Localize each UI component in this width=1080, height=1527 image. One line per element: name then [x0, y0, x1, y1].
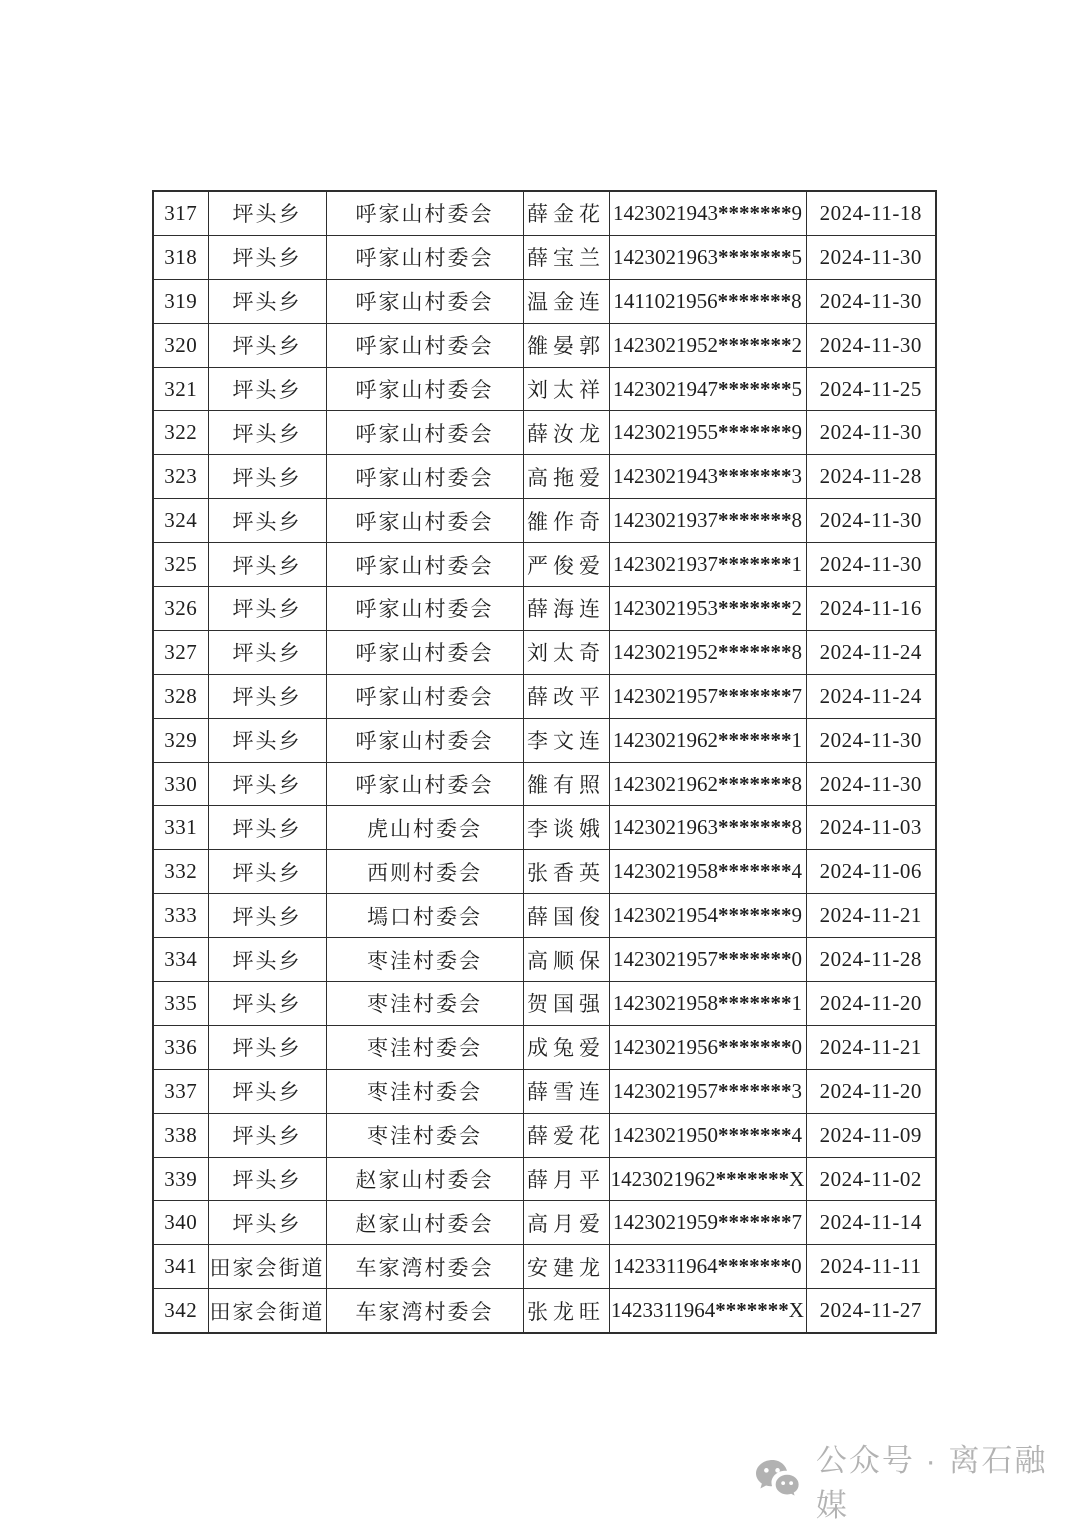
cell-date: 2024-11-30 [806, 499, 936, 543]
cell-serial: 320 [153, 323, 208, 367]
cell-village: 虎山村委会 [326, 806, 523, 850]
cell-name: 温金连 [523, 279, 609, 323]
id-mask: ******* [718, 947, 792, 972]
id-suffix: 5 [791, 376, 802, 401]
cell-serial: 339 [153, 1157, 208, 1201]
id-mask: ******* [718, 859, 792, 884]
cell-id [609, 850, 806, 894]
cell-name: 薛国俊 [523, 894, 609, 938]
cell-id [609, 1289, 806, 1333]
id-prefix: 1423021963 [613, 815, 718, 840]
cell-township: 坪头乡 [208, 411, 326, 455]
cell-village: 呼家山村委会 [326, 367, 523, 411]
id-mask: ******* [718, 552, 792, 577]
cell-id [609, 674, 806, 718]
cell-township: 坪头乡 [208, 1201, 326, 1245]
id-suffix: 1 [791, 727, 802, 752]
id-suffix: 1 [791, 552, 802, 577]
cell-township: 坪头乡 [208, 894, 326, 938]
watermark [754, 1443, 1080, 1523]
id-suffix: 7 [791, 1210, 802, 1235]
cell-date: 2024-11-02 [806, 1157, 936, 1201]
cell-date: 2024-11-24 [806, 630, 936, 674]
cell-township: 坪头乡 [208, 323, 326, 367]
cell-date: 2024-11-30 [806, 323, 936, 367]
id-suffix: 8 [791, 288, 802, 313]
cell-serial: 317 [153, 191, 208, 235]
id-prefix: 1423021962 [610, 1166, 716, 1191]
id-prefix: 1423311964 [613, 1254, 718, 1279]
cell-name: 薛雪连 [523, 1069, 609, 1113]
cell-id [609, 1201, 806, 1245]
table-row [153, 1157, 936, 1201]
cell-village: 呼家山村委会 [326, 543, 523, 587]
id-mask: ******* [715, 1166, 790, 1191]
table-row [153, 323, 936, 367]
cell-serial: 328 [153, 674, 208, 718]
id-mask: ******* [718, 244, 792, 269]
cell-name: 张香英 [523, 850, 609, 894]
id-suffix: 9 [791, 903, 802, 928]
id-prefix: 1423021959 [613, 1210, 718, 1235]
cell-id [609, 323, 806, 367]
cell-township: 坪头乡 [208, 367, 326, 411]
cell-serial: 341 [153, 1245, 208, 1289]
cell-township: 坪头乡 [208, 630, 326, 674]
cell-id [609, 894, 806, 938]
cell-name: 雒有照 [523, 762, 609, 806]
cell-township: 坪头乡 [208, 455, 326, 499]
id-suffix: 0 [791, 1034, 802, 1059]
cell-id [609, 543, 806, 587]
cell-name: 薛金花 [523, 191, 609, 235]
id-mask: ******* [718, 508, 792, 533]
cell-serial: 322 [153, 411, 208, 455]
id-prefix: 1423021943 [613, 464, 718, 489]
cell-township: 坪头乡 [208, 1113, 326, 1157]
id-mask: ******* [718, 1034, 792, 1059]
id-prefix: 1423021937 [613, 552, 718, 577]
id-mask: ******* [718, 464, 792, 489]
cell-serial: 337 [153, 1069, 208, 1113]
cell-name: 薛宝兰 [523, 235, 609, 279]
id-suffix: 2 [791, 595, 802, 620]
id-mask: ******* [718, 639, 792, 664]
id-mask: ******* [715, 1298, 789, 1323]
cell-date: 2024-11-30 [806, 411, 936, 455]
cell-village: 呼家山村委会 [326, 411, 523, 455]
cell-name: 高拖爱 [523, 455, 609, 499]
cell-township: 坪头乡 [208, 235, 326, 279]
id-prefix: 1423021943 [613, 200, 718, 225]
id-mask: ******* [718, 200, 792, 225]
id-prefix: 1423021963 [613, 244, 718, 269]
cell-name: 张龙旺 [523, 1289, 609, 1333]
cell-township: 田家会街道 [208, 1289, 326, 1333]
cell-id [609, 235, 806, 279]
id-suffix: X [788, 1298, 804, 1323]
cell-id [609, 1157, 806, 1201]
cell-name: 雒作奇 [523, 499, 609, 543]
cell-township: 坪头乡 [208, 718, 326, 762]
cell-serial: 319 [153, 279, 208, 323]
cell-date: 2024-11-30 [806, 718, 936, 762]
id-suffix: 3 [791, 464, 802, 489]
cell-name: 薛改平 [523, 674, 609, 718]
table-row [153, 718, 936, 762]
cell-name: 刘太祥 [523, 367, 609, 411]
cell-id [609, 806, 806, 850]
cell-township: 坪头乡 [208, 674, 326, 718]
cell-serial: 334 [153, 938, 208, 982]
cell-name: 安建龙 [523, 1245, 609, 1289]
records-table-body [153, 191, 936, 1333]
cell-serial: 331 [153, 806, 208, 850]
id-prefix: 1423021962 [613, 727, 718, 752]
table-row [153, 1245, 936, 1289]
cell-name: 薛月平 [523, 1157, 609, 1201]
cell-township: 坪头乡 [208, 543, 326, 587]
cell-village: 墕口村委会 [326, 894, 523, 938]
cell-village: 呼家山村委会 [326, 455, 523, 499]
id-suffix: 8 [791, 815, 802, 840]
id-prefix: 1423021962 [613, 771, 718, 796]
id-suffix: 0 [791, 1254, 802, 1279]
cell-township: 坪头乡 [208, 1069, 326, 1113]
cell-village: 枣洼村委会 [326, 982, 523, 1026]
cell-serial: 333 [153, 894, 208, 938]
cell-township: 坪头乡 [208, 191, 326, 235]
cell-serial: 327 [153, 630, 208, 674]
cell-village: 赵家山村委会 [326, 1157, 523, 1201]
cell-id [609, 762, 806, 806]
id-mask: ******* [718, 595, 792, 620]
cell-name: 薛汝龙 [523, 411, 609, 455]
id-prefix: 1423021957 [613, 947, 718, 972]
cell-village: 呼家山村委会 [326, 279, 523, 323]
id-mask: ******* [718, 990, 792, 1015]
id-mask: ******* [718, 1078, 792, 1103]
cell-village: 呼家山村委会 [326, 630, 523, 674]
records-table [152, 190, 937, 1334]
cell-serial: 329 [153, 718, 208, 762]
watermark-label: 公众号 · 离石融媒 [815, 1443, 1048, 1523]
table-row [153, 806, 936, 850]
table-row [153, 674, 936, 718]
table-row [153, 850, 936, 894]
cell-village: 呼家山村委会 [326, 323, 523, 367]
table-row [153, 630, 936, 674]
cell-village: 车家湾村委会 [326, 1245, 523, 1289]
cell-id [609, 279, 806, 323]
cell-date: 2024-11-09 [806, 1113, 936, 1157]
cell-village: 呼家山村委会 [326, 674, 523, 718]
cell-township: 坪头乡 [208, 806, 326, 850]
cell-serial: 332 [153, 850, 208, 894]
cell-township: 坪头乡 [208, 1157, 326, 1201]
id-suffix: 0 [791, 947, 802, 972]
id-mask: ******* [718, 376, 792, 401]
table-row [153, 587, 936, 631]
cell-serial: 325 [153, 543, 208, 587]
cell-date: 2024-11-18 [806, 191, 936, 235]
id-mask: ******* [717, 1254, 792, 1279]
id-mask: ******* [717, 288, 792, 313]
id-prefix: 1423021950 [613, 1122, 718, 1147]
cell-date: 2024-11-21 [806, 894, 936, 938]
cell-village: 枣洼村委会 [326, 1113, 523, 1157]
cell-date: 2024-11-06 [806, 850, 936, 894]
cell-serial: 321 [153, 367, 208, 411]
cell-township: 坪头乡 [208, 279, 326, 323]
id-mask: ******* [718, 332, 792, 357]
cell-village: 呼家山村委会 [326, 762, 523, 806]
cell-township: 田家会街道 [208, 1245, 326, 1289]
cell-date: 2024-11-14 [806, 1201, 936, 1245]
id-mask: ******* [718, 683, 792, 708]
table-row [153, 1289, 936, 1333]
cell-id [609, 499, 806, 543]
id-prefix: 1423021958 [613, 990, 718, 1015]
table-row [153, 1113, 936, 1157]
cell-village: 枣洼村委会 [326, 938, 523, 982]
cell-village: 赵家山村委会 [326, 1201, 523, 1245]
id-prefix: 1423021952 [613, 639, 718, 664]
id-mask: ******* [718, 1122, 792, 1147]
id-prefix: 1423021937 [613, 508, 718, 533]
cell-serial: 340 [153, 1201, 208, 1245]
cell-name: 高顺保 [523, 938, 609, 982]
table-row [153, 367, 936, 411]
id-suffix: 8 [791, 508, 802, 533]
cell-date: 2024-11-20 [806, 1069, 936, 1113]
cell-village: 车家湾村委会 [326, 1289, 523, 1333]
id-mask: ******* [718, 815, 792, 840]
id-prefix: 1423021952 [613, 332, 718, 357]
table-row [153, 499, 936, 543]
id-suffix: 9 [791, 200, 802, 225]
cell-id [609, 367, 806, 411]
table-row [153, 543, 936, 587]
cell-township: 坪头乡 [208, 982, 326, 1026]
cell-name: 薛海连 [523, 587, 609, 631]
cell-id [609, 1069, 806, 1113]
cell-id [609, 938, 806, 982]
cell-village: 西则村委会 [326, 850, 523, 894]
table-row [153, 894, 936, 938]
cell-village: 枣洼村委会 [326, 1069, 523, 1113]
cell-id [609, 718, 806, 762]
id-mask: ******* [718, 903, 792, 928]
table-row [153, 762, 936, 806]
cell-date: 2024-11-30 [806, 543, 936, 587]
table-row [153, 1025, 936, 1069]
cell-id [609, 1245, 806, 1289]
cell-date: 2024-11-30 [806, 279, 936, 323]
cell-id [609, 191, 806, 235]
table-row [153, 1201, 936, 1245]
id-suffix: 8 [791, 639, 802, 664]
cell-village: 呼家山村委会 [326, 499, 523, 543]
cell-village: 呼家山村委会 [326, 191, 523, 235]
cell-serial: 318 [153, 235, 208, 279]
cell-serial: 326 [153, 587, 208, 631]
table-row [153, 279, 936, 323]
cell-township: 坪头乡 [208, 938, 326, 982]
id-mask: ******* [718, 420, 792, 445]
id-prefix: 1411021956 [613, 288, 718, 313]
cell-date: 2024-11-25 [806, 367, 936, 411]
cell-name: 严俊爱 [523, 543, 609, 587]
table-row [153, 191, 936, 235]
cell-township: 坪头乡 [208, 587, 326, 631]
table-row [153, 1069, 936, 1113]
cell-township: 坪头乡 [208, 850, 326, 894]
cell-date: 2024-11-03 [806, 806, 936, 850]
cell-id [609, 587, 806, 631]
cell-id [609, 411, 806, 455]
cell-serial: 338 [153, 1113, 208, 1157]
id-suffix: 2 [791, 332, 802, 357]
cell-village: 枣洼村委会 [326, 1025, 523, 1069]
id-mask: ******* [718, 1210, 792, 1235]
id-mask: ******* [718, 727, 792, 752]
id-suffix: 5 [791, 244, 802, 269]
cell-date: 2024-11-27 [806, 1289, 936, 1333]
cell-name: 李谈娥 [523, 806, 609, 850]
id-prefix: 1423021953 [613, 595, 718, 620]
id-prefix: 1423021956 [613, 1034, 718, 1059]
id-suffix: 4 [791, 859, 802, 884]
id-mask: ******* [718, 771, 792, 796]
cell-village: 呼家山村委会 [326, 718, 523, 762]
id-suffix: X [789, 1166, 805, 1191]
table-row [153, 411, 936, 455]
cell-serial: 323 [153, 455, 208, 499]
table-row [153, 235, 936, 279]
id-prefix: 1423021958 [613, 859, 718, 884]
cell-name: 成兔爱 [523, 1025, 609, 1069]
cell-name: 高月爱 [523, 1201, 609, 1245]
cell-name: 贺国强 [523, 982, 609, 1026]
id-suffix: 8 [791, 771, 802, 796]
id-prefix: 1423021954 [613, 903, 718, 928]
id-suffix: 9 [791, 420, 802, 445]
cell-date: 2024-11-30 [806, 762, 936, 806]
id-prefix: 1423021955 [613, 420, 718, 445]
cell-serial: 330 [153, 762, 208, 806]
cell-date: 2024-11-30 [806, 235, 936, 279]
cell-serial: 342 [153, 1289, 208, 1333]
cell-date: 2024-11-16 [806, 587, 936, 631]
cell-date: 2024-11-28 [806, 455, 936, 499]
id-prefix: 1423311964 [611, 1298, 716, 1323]
cell-date: 2024-11-11 [806, 1245, 936, 1289]
cell-id [609, 1025, 806, 1069]
cell-id [609, 982, 806, 1026]
cell-id [609, 630, 806, 674]
cell-name: 刘太奇 [523, 630, 609, 674]
table-row [153, 982, 936, 1026]
cell-date: 2024-11-28 [806, 938, 936, 982]
cell-date: 2024-11-21 [806, 1025, 936, 1069]
id-prefix: 1423021957 [613, 1078, 718, 1103]
wechat-icon [754, 1459, 801, 1501]
cell-township: 坪头乡 [208, 499, 326, 543]
cell-village: 呼家山村委会 [326, 235, 523, 279]
cell-date: 2024-11-20 [806, 982, 936, 1026]
id-prefix: 1423021947 [613, 376, 718, 401]
cell-date: 2024-11-24 [806, 674, 936, 718]
id-suffix: 1 [791, 990, 802, 1015]
table-row [153, 455, 936, 499]
cell-serial: 336 [153, 1025, 208, 1069]
cell-name: 李文连 [523, 718, 609, 762]
id-suffix: 3 [791, 1078, 802, 1103]
cell-serial: 324 [153, 499, 208, 543]
cell-id [609, 455, 806, 499]
id-suffix: 7 [791, 683, 802, 708]
cell-village: 呼家山村委会 [326, 587, 523, 631]
cell-serial: 335 [153, 982, 208, 1026]
table-row [153, 938, 936, 982]
cell-id [609, 1113, 806, 1157]
cell-name: 薛爱花 [523, 1113, 609, 1157]
id-suffix: 4 [791, 1122, 802, 1147]
cell-township: 坪头乡 [208, 762, 326, 806]
cell-township: 坪头乡 [208, 1025, 326, 1069]
id-prefix: 1423021957 [613, 683, 718, 708]
cell-name: 雒晏郭 [523, 323, 609, 367]
